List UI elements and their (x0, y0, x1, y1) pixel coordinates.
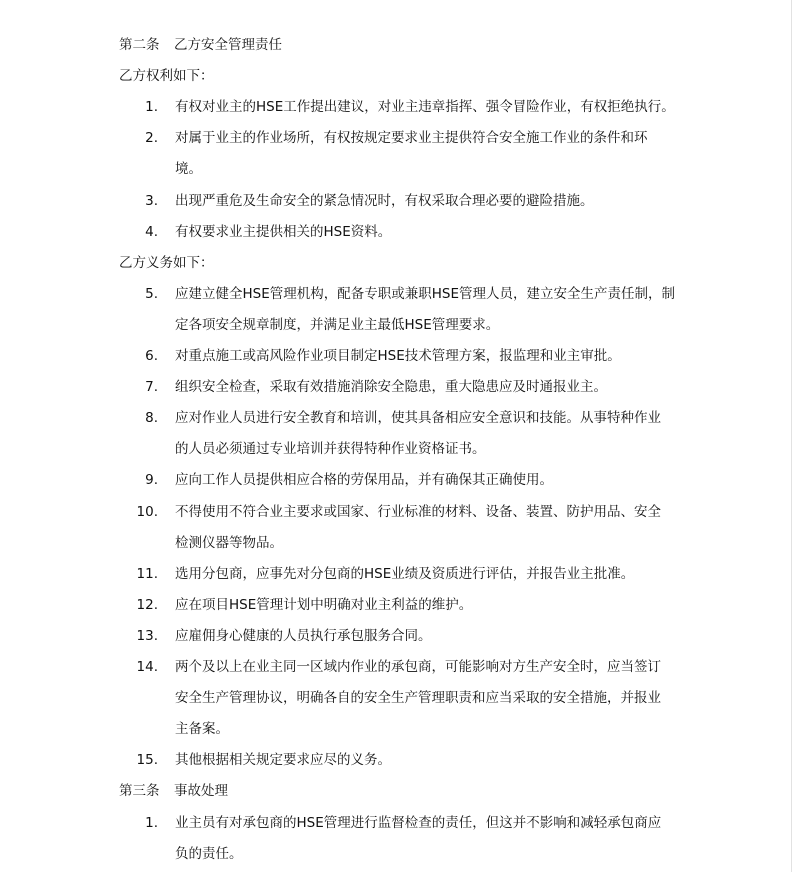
list-item-text: 应向工作人员提供相应合格的劳保用品，并有确保其正确使用。 (175, 472, 553, 489)
list-item-number: 13. (136, 627, 158, 644)
list-item-text: 定各项安全规章制度，并满足业主最低HSE管理要求。 (175, 316, 500, 333)
list-item-text: 应建立健全HSE管理机构，配备专职或兼职HSE管理人员，建立安全生产责任制，制 (175, 285, 675, 302)
section-title: 乙方安全管理责任 (174, 37, 282, 53)
list-item-number: 12. (136, 596, 158, 613)
list-item-text: 有权要求业主提供相关的HSE资料。 (175, 223, 392, 240)
list-item-text: 出现严重危及生命安全的紧急情况时，有权采取合理必要的避险措施。 (175, 192, 594, 209)
list-item-text: 的人员必须通过专业培训并获得特种作业资格证书。 (175, 441, 486, 458)
section-heading (119, 781, 228, 801)
page-edge-divider (791, 0, 792, 872)
list-item-text: 主备案。 (175, 721, 229, 738)
list-item-number: 14. (136, 659, 158, 675)
list-item-text: 应对作业人员进行安全教育和培训，使其具备相应安全意识和技能。从事特种作业 (175, 410, 661, 427)
section-number: 第二条 (119, 37, 160, 53)
list-item-number: 4. (145, 223, 158, 240)
list-item-number: 1. (145, 814, 158, 831)
section-heading (119, 35, 282, 55)
group-intro: 乙方权利如下： (119, 68, 214, 85)
list-item-text: 选用分包商，应事先对分包商的HSE业绩及资质进行评估，并报告业主批准。 (175, 565, 635, 582)
list-item-text: 负的责任。 (175, 845, 243, 862)
list-item-text: 境。 (175, 161, 202, 178)
section-title: 事故处理 (174, 783, 228, 800)
list-item-text: 对重点施工或高风险作业项目制定HSE技术管理方案，报监理和业主审批。 (175, 348, 621, 364)
list-item-number: 1. (145, 99, 158, 116)
list-item-number: 2. (145, 130, 158, 147)
list-item-text: 应雇佣身心健康的人员执行承包服务合同。 (175, 627, 432, 644)
list-item-text: 两个及以上在业主同一区域内作业的承包商，可能影响对方生产安全时，应当签订 (175, 659, 661, 675)
list-item-text: 其他根据相关规定要求应尽的义务。 (175, 752, 391, 769)
list-item-number: 7. (145, 379, 158, 396)
section-number: 第三条 (119, 783, 160, 800)
list-item-number: 9. (145, 472, 158, 489)
list-item-number: 5. (145, 285, 158, 302)
list-item-text: 不得使用不符合业主要求或国家、行业标准的材料、设备、装置、防护用品、安全 (175, 503, 661, 520)
group-intro: 乙方义务如下： (119, 254, 214, 271)
list-item-number: 11. (136, 565, 158, 582)
list-item-number: 6. (145, 348, 158, 364)
list-item-text: 有权对业主的HSE工作提出建议，对业主违章指挥、强令冒险作业，有权拒绝执行。 (175, 99, 675, 116)
list-item-text: 应在项目HSE管理计划中明确对业主利益的维护。 (175, 596, 473, 613)
list-item-number: 10. (136, 503, 158, 520)
list-item-number: 3. (145, 192, 158, 209)
list-item-text: 安全生产管理协议，明确各自的安全生产管理职责和应当采取的安全措施，并报业 (175, 690, 661, 707)
list-item-number: 15. (136, 752, 158, 769)
list-item-text: 业主员有对承包商的HSE管理进行监督检查的责任，但这并不影响和减轻承包商应 (175, 814, 662, 831)
list-item-text: 组织安全检查，采取有效措施消除安全隐患，重大隐患应及时通报业主。 (175, 379, 607, 396)
list-item-number: 8. (145, 410, 158, 427)
list-item-text: 对属于业主的作业场所，有权按规定要求业主提供符合安全施工作业的条件和环 (175, 130, 648, 147)
list-item-text: 检测仪器等物品。 (175, 534, 283, 551)
